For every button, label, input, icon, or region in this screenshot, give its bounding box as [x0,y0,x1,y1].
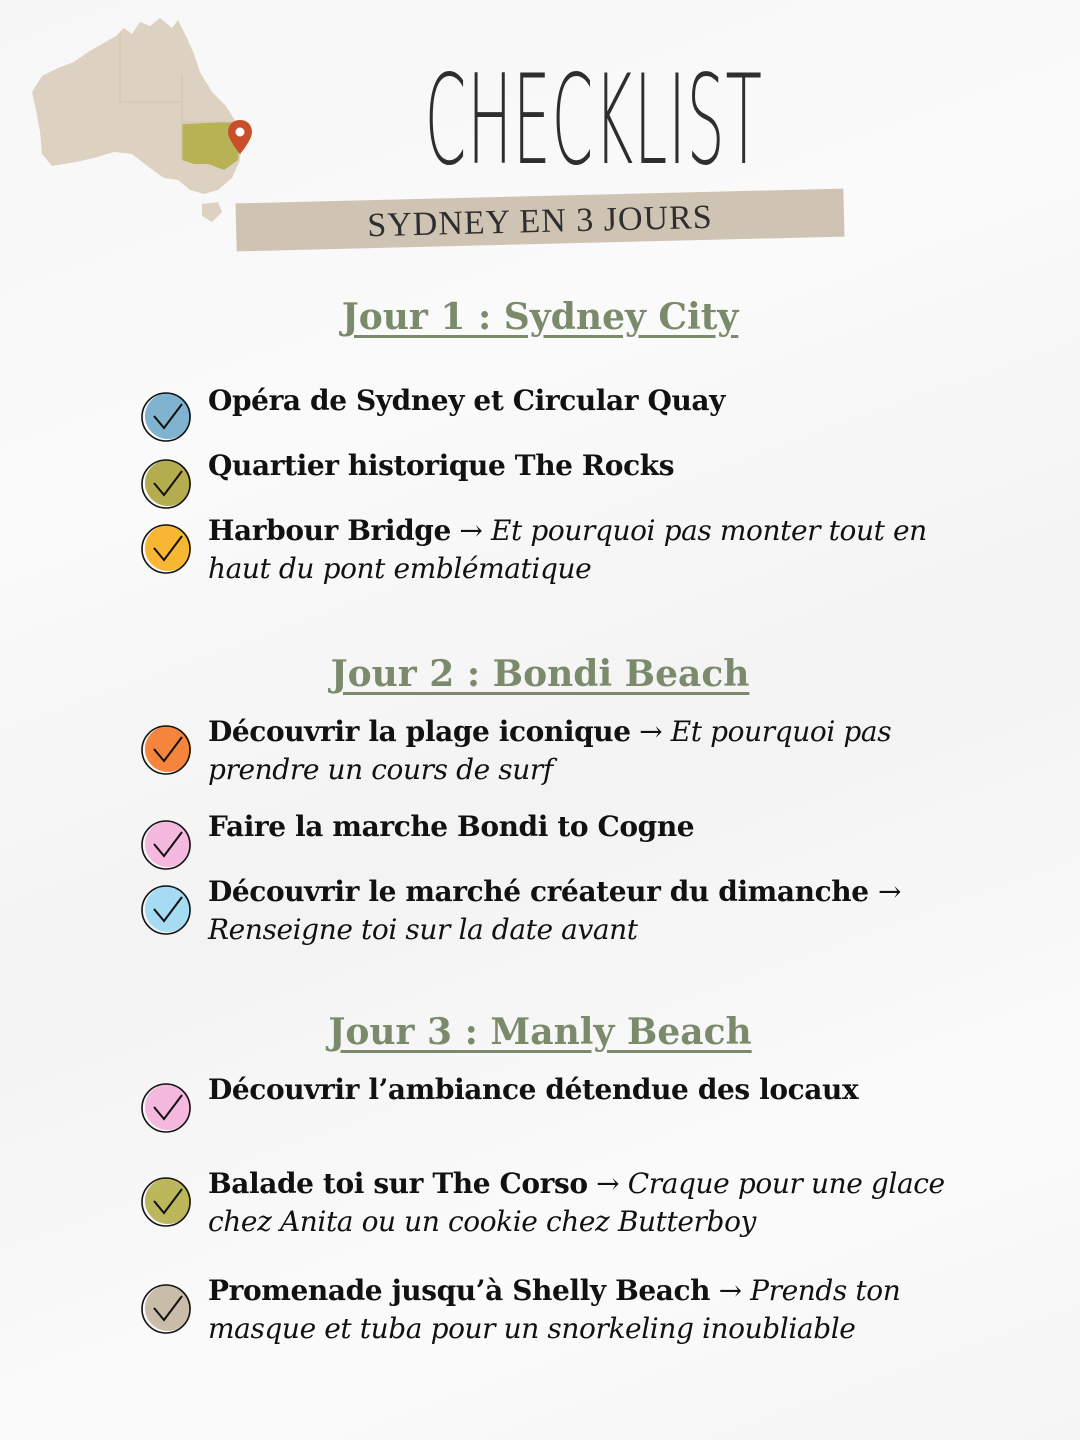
day-3-title: Jour 3 : Manly Beach [328,1011,752,1053]
page-title: CHECKLIST [424,49,763,193]
checkmark-circle-icon[interactable] [140,881,194,935]
checkmark-circle-icon[interactable] [140,1079,194,1133]
checkmark-circle-icon[interactable] [140,1280,194,1334]
checkmark-circle-icon[interactable] [140,721,194,775]
checkmark-circle-icon[interactable] [140,816,194,870]
checkmark-circle-icon[interactable] [140,388,194,442]
australia-map-icon [28,14,264,226]
day-2-title: Jour 2 : Bondi Beach [330,653,750,695]
checkmark-circle-icon[interactable] [140,455,194,509]
day-1-title: Jour 1 : Sydney City [341,296,739,338]
checkmark-circle-icon[interactable] [140,520,194,574]
page-subtitle: SYDNEY EN 3 JOURS [366,198,714,245]
checkmark-circle-icon[interactable] [140,1173,194,1227]
